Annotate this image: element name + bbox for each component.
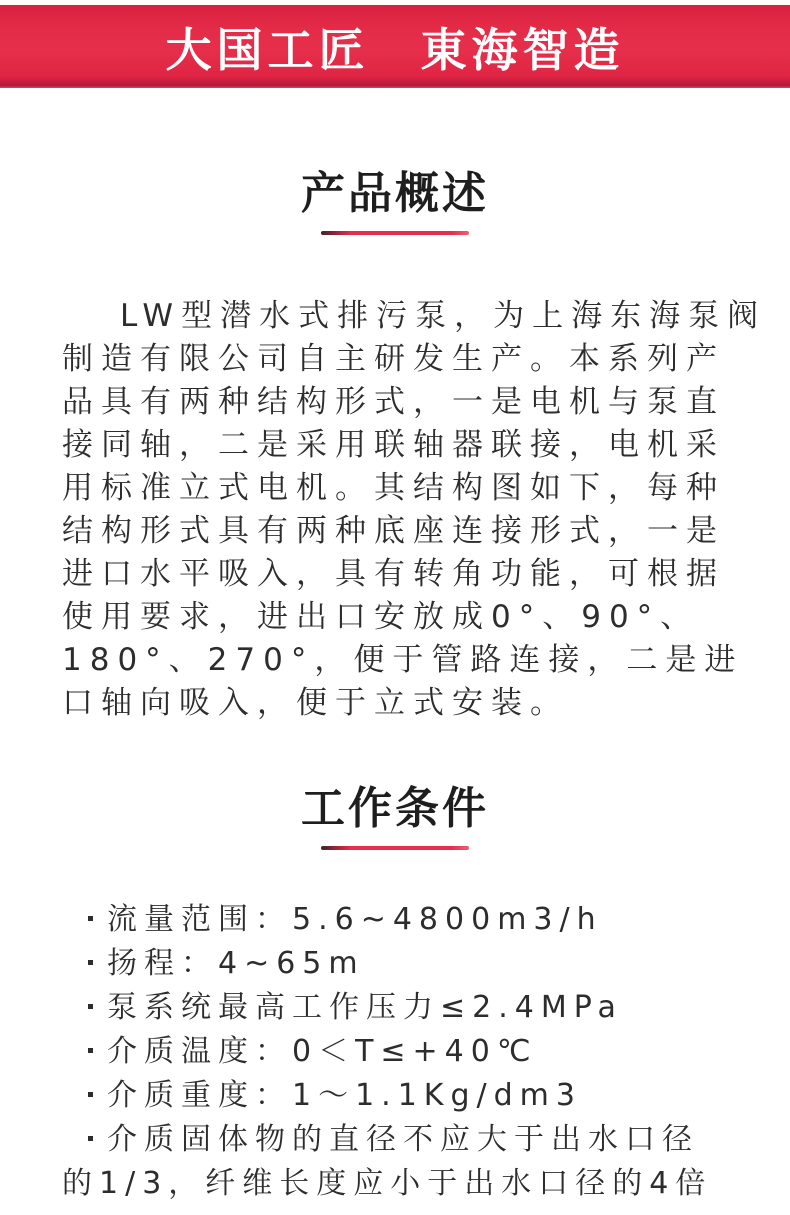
bullet-icon bbox=[88, 1004, 93, 1009]
list-item bbox=[62, 1030, 728, 1074]
top-banner bbox=[0, 5, 790, 88]
paragraph-line: 进口水平吸入，具有转角功能，可根据 bbox=[62, 556, 725, 592]
paragraph-line: 使用要求，进出口安放成0°、90°、 bbox=[62, 599, 700, 635]
section-title-overview: 产品概述 bbox=[301, 168, 489, 219]
banner-title: 大国工匠 東海智造 bbox=[165, 22, 625, 77]
list-item-text: 扬程：4~65m bbox=[107, 946, 365, 981]
bullet-icon bbox=[88, 1092, 93, 1097]
overview-title-underline bbox=[321, 231, 469, 235]
working-conditions-title-underline bbox=[321, 846, 469, 850]
list-item bbox=[62, 1118, 728, 1206]
paragraph-line: 品具有两种结构形式，一是电机与泵直 bbox=[62, 384, 725, 420]
list-item-text: 流量范围：5.6~4800m3/h bbox=[107, 902, 603, 937]
paragraph-line: 用标准立式电机。其结构图如下，每种 bbox=[62, 470, 725, 506]
list-item bbox=[62, 986, 728, 1030]
list-item-text: 介质温度：0＜T≤+40℃ bbox=[107, 1034, 538, 1069]
paragraph-line: 制造有限公司自主研发生产。本系列产 bbox=[62, 341, 725, 377]
paragraph-line: 口轴向吸入，便于立式安装。 bbox=[62, 685, 569, 721]
overview-paragraph bbox=[62, 295, 767, 725]
paragraph-line: LW型潜水式排污泵，为上海东海泵阀 bbox=[120, 298, 767, 334]
list-item bbox=[62, 898, 728, 942]
paragraph-line: 180°、270°，便于管路连接，二是进 bbox=[62, 642, 744, 678]
section-title-working-conditions: 工作条件 bbox=[301, 783, 489, 834]
list-item-text: 介质重度：1～1.1Kg/dm3 bbox=[107, 1078, 582, 1113]
list-item-text: 泵系统最高工作压力≤2.4MPa bbox=[107, 990, 623, 1025]
list-item bbox=[62, 942, 728, 986]
paragraph-line: 接同轴，二是采用联轴器联接，电机采 bbox=[62, 427, 725, 463]
bullet-icon bbox=[88, 1136, 93, 1141]
list-item bbox=[62, 1074, 728, 1118]
bullet-icon bbox=[88, 1048, 93, 1053]
paragraph-line: 结构形式具有两种底座连接形式，一是 bbox=[62, 513, 725, 549]
list-item-text: 介质固体物的直径不应大于出水口径的1/3，纤维长度应小于出水口径的4倍 bbox=[62, 1122, 713, 1201]
working-conditions-list bbox=[62, 898, 728, 1206]
bullet-icon bbox=[88, 960, 93, 965]
bullet-icon bbox=[88, 916, 93, 921]
